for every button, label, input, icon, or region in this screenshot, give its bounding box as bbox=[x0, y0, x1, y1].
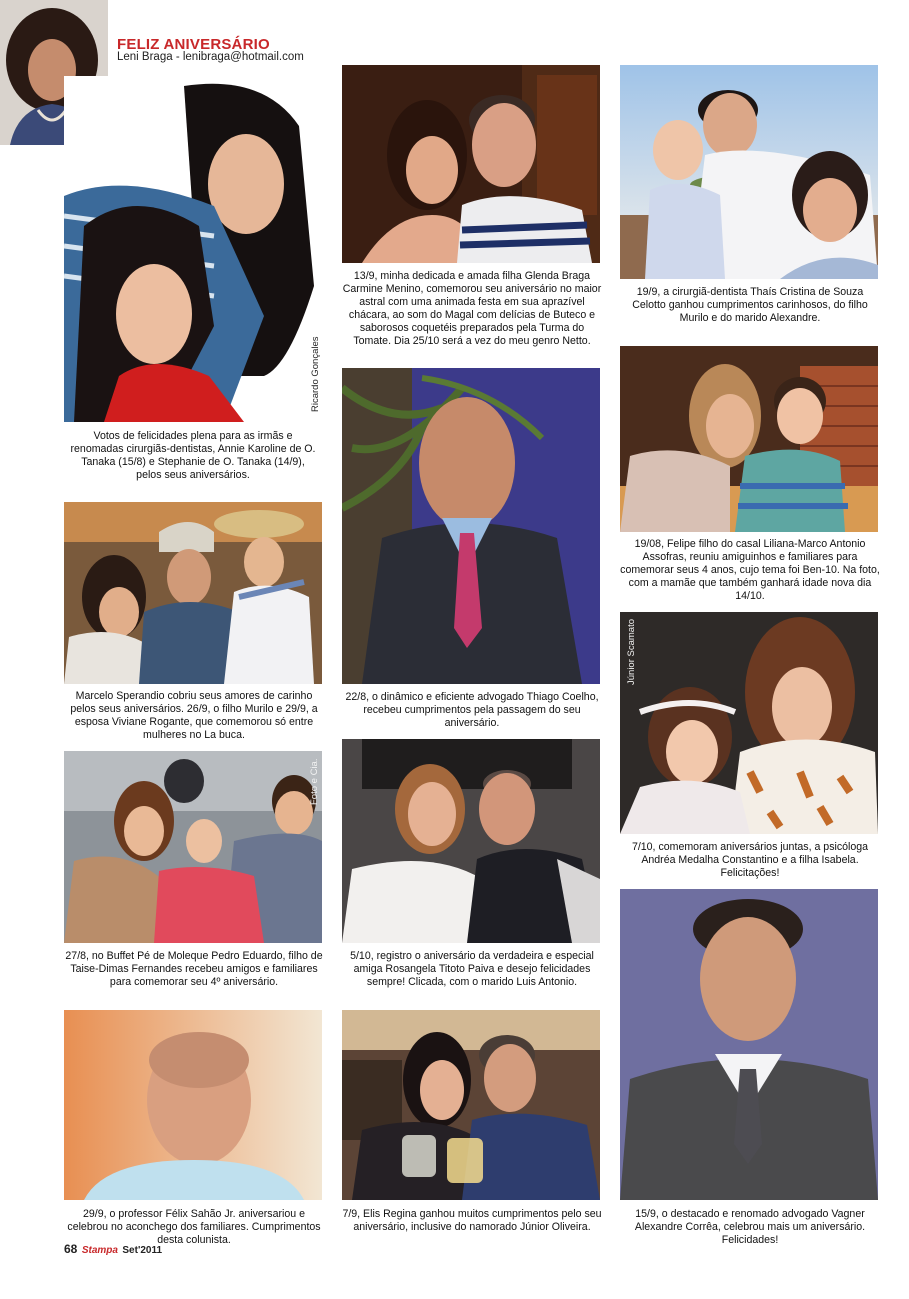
photo-credit-junior: Júnior Scamato bbox=[626, 618, 637, 685]
photo-felix bbox=[64, 1010, 322, 1200]
photo-tanaka-sisters bbox=[64, 76, 324, 422]
caption-andrea: 7/10, comemoram aniversários juntas, a psicóloga Andréa Medalha Constantino e a filha Isabela. Felicitações! bbox=[631, 841, 869, 879]
caption-thais: 19/9, a cirurgiã-dentista Thaís Cristina de Souza Celotto ganhou cumprimentos carinhosos, do filho Murilo e do marido Alexandre. bbox=[632, 286, 868, 324]
caption-tanaka: Votos de felicidades plena para as irmãs e renomadas cirurgiãs-dentistas, Annie Karoline de O. Tanaka (15/8) e Stephanie de O. Tanaka (14/9), pelos seus aniversários. bbox=[70, 430, 316, 481]
caption-pedro: 27/8, no Buffet Pé de Moleque Pedro Eduardo, filho de Taise-Dimas Fernandes recebeu amigos e familiares para comemorar seu 4º aniversário. bbox=[65, 950, 323, 988]
photo-andrea bbox=[620, 612, 878, 834]
photo-marcelo-family bbox=[64, 502, 322, 684]
photo-elis bbox=[342, 1010, 600, 1200]
photo-thais bbox=[620, 65, 878, 279]
photo-credit-foto: Foto e Cia. bbox=[309, 758, 320, 805]
caption-thiago: 22/8, o dinâmico e eficiente advogado Thiago Coelho, recebeu cumprimentos pela passagem do seu aniversário. bbox=[345, 691, 599, 729]
caption-marcelo: Marcelo Sperandio cobriu seus amores de carinho pelos seus aniversários. 26/9, o filho Murilo e 29/9, a esposa Viviane Rogante, que comemorou só entre mulheres no La buca. bbox=[70, 690, 318, 741]
photo-credit-ricardo: Ricardo Gonçales bbox=[310, 336, 321, 412]
photo-rosangela bbox=[342, 739, 600, 943]
photo-pedro-family bbox=[64, 751, 322, 943]
page-footer bbox=[64, 1240, 162, 1258]
photo-glenda bbox=[342, 65, 600, 263]
column-title: FELIZ ANIVERSÁRIO bbox=[117, 36, 270, 53]
caption-elis: 7/9, Elis Regina ganhou muitos cumprimentos pelo seu aniversário, inclusive do namorado Júnior Oliveira. bbox=[342, 1208, 602, 1233]
photo-thiago bbox=[342, 368, 600, 684]
caption-glenda: 13/9, minha dedicada e amada filha Glenda Braga Carmine Menino, comemorou seu aniversário no maior astral com uma animada festa em sua aprazível chácara, ao som do Magal com delícias de Buteco e saborosos coquetéis preparados pela Turma do Tomate. Dia 25/10 será a vez do meu genro Netto. bbox=[342, 270, 602, 347]
caption-rosangela: 5/10, registro o aniversário da verdadeira e especial amiga Rosangela Titoto Paiva e desejo felicidades sempre! Clicada, com o marido Luis Antonio. bbox=[350, 950, 594, 988]
photo-vagner bbox=[620, 889, 878, 1200]
magazine-name: Stampa bbox=[81, 1245, 118, 1256]
caption-felix: 29/9, o professor Félix Sahão Jr. aniversariou e celebrou no aconchego dos familiares. Cumprimentos desta colunista. bbox=[67, 1208, 321, 1246]
caption-felipe: 19/08, Felipe filho do casal Liliana-Marco Antonio Assofras, reuniu amiguinhos e familiares para comemorar seus 4 anos, cujo tema foi Ben-10. Na foto, com a mamãe que também ganhará idade nova dia 14/10. bbox=[620, 538, 880, 602]
issue-date: Set'2011 bbox=[122, 1245, 163, 1256]
column-author: Leni Braga - lenibraga@hotmail.com bbox=[117, 51, 304, 63]
page-number: 68 bbox=[64, 1242, 78, 1256]
photo-felipe bbox=[620, 346, 878, 532]
caption-vagner: 15/9, o destacado e renomado advogado Vagner Alexandre Corrêa, celebrou mais um aniversário. Felicidades! bbox=[634, 1208, 866, 1246]
